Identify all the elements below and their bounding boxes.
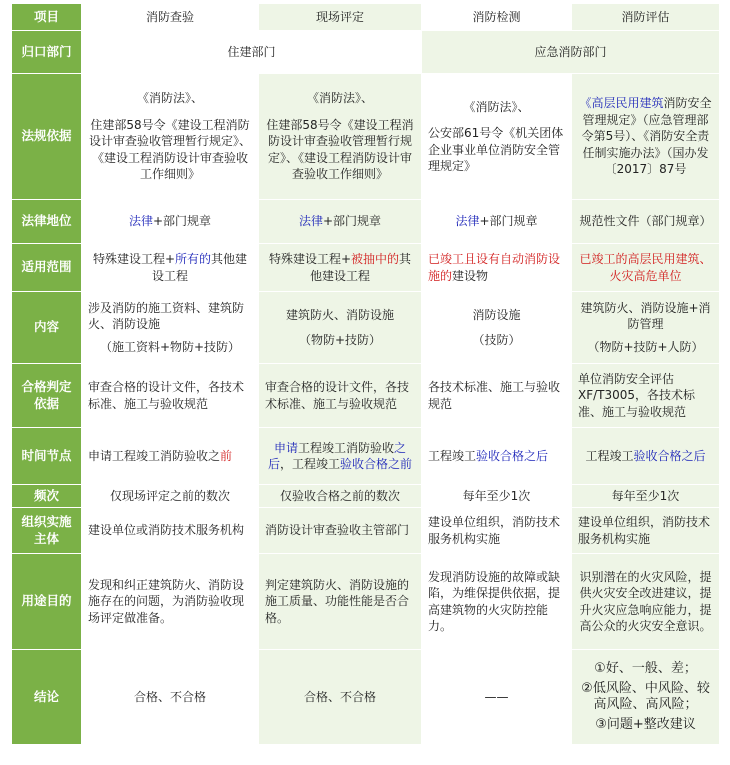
comparison-table [11, 3, 720, 745]
content-cell-2 [422, 292, 572, 364]
timing-cell-1-e: 验收合格之前 [340, 457, 413, 471]
timing-cell-2 [422, 428, 572, 485]
criteria-cell-2: 各技术标准、施工与验收规范 [422, 364, 572, 428]
row-header-content: 内容 [12, 292, 82, 364]
status-cell-2 [422, 200, 572, 244]
org-cell-2: 建设单位组织，消防技术服务机构实施 [422, 508, 572, 554]
purpose-cell-0: 发现和纠正建筑防火、消防设施存在的问题，为消防验收现场评定做准备。 [82, 554, 259, 650]
law-cell-1-b: 住建部58号令《建设工程消防设计审查验收管理暂行规定》、《建设工程消防设计审查验收工作细则》 [266, 117, 414, 182]
col-header-inspection: 消防查验 [82, 4, 259, 31]
dept-left: 住建部门 [82, 31, 422, 74]
row-timing [12, 428, 720, 485]
law-cell-0-b: 住建部58号令《建设工程消防设计审查验收管理暂行规定》、《建设工程消防设计审查验收工作细则》 [88, 117, 251, 182]
law-cell-1 [259, 74, 422, 200]
content-cell-0-b: （施工资料+物防+技防） [99, 339, 241, 354]
conclusion-cell-3-line1: ①好、一般、差； [594, 661, 697, 676]
timing-cell-3 [572, 428, 720, 485]
law-cell-0 [82, 74, 259, 200]
purpose-cell-1: 判定建筑防火、消防设施的施工质量、功能性能是否合格。 [259, 554, 422, 650]
law-cell-3-rest: 消防安全管理规定》（应急管理部令第5号）、《消防安全责任制实施办法》（国办发〔2017〕87号 [581, 96, 712, 177]
scope-cell-3: 已竣工的高层民用建筑、火灾高危单位 [572, 244, 720, 292]
row-legal-status [12, 200, 720, 244]
row-header-purpose: 用途目的 [12, 554, 82, 650]
scope-cell-1-highlight: 被抽中的 [351, 252, 400, 266]
org-cell-3: 建设单位组织，消防技术服务机构实施 [572, 508, 720, 554]
content-cell-2-b: （技防） [472, 332, 521, 347]
row-organizer [12, 508, 720, 554]
status-cell-2-rest: +部门规章 [479, 214, 538, 229]
criteria-cell-1: 审查合格的设计文件，各技术标准、施工与验收规范 [259, 364, 422, 428]
status-law-word: 法律 [128, 214, 153, 229]
timing-cell-1 [259, 428, 422, 485]
row-content [12, 292, 720, 364]
content-cell-1-a: 建筑防火、消防设施 [285, 308, 394, 322]
row-header-department: 归口部门 [12, 31, 82, 74]
row-header-scope: 适用范围 [12, 244, 82, 292]
law-cell-2 [422, 74, 572, 200]
purpose-cell-2: 发现消防设施的故障或缺陷，为维保提供依据，提高建筑物的火灾防控能力。 [422, 554, 572, 650]
criteria-cell-3: 单位消防安全评估 XF/T3005，各技术标准、施工与验收规范 [572, 364, 720, 428]
timing-cell-1-d: ，工程竣工 [279, 457, 340, 471]
timing-cell-0 [82, 428, 259, 485]
row-header-legal-status: 法律地位 [12, 200, 82, 244]
col-header-onsite-evaluation: 现场评定 [259, 4, 422, 31]
row-legal-basis [12, 74, 720, 200]
timing-cell-0-a: 申请工程竣工消防验收之 [88, 448, 221, 463]
timing-cell-2-a: 工程竣工 [428, 448, 477, 463]
content-cell-3-a: 建筑防火、消防设施+消防管理 [580, 300, 711, 332]
row-header-conclusion: 结论 [12, 650, 82, 745]
scope-cell-1-a: 特殊建设工程+ [268, 252, 352, 266]
row-department [12, 31, 720, 74]
content-cell-0-a: 涉及消防的施工资料、建筑防火、消防设施 [88, 300, 245, 332]
conclusion-cell-1: 合格、不合格 [259, 650, 422, 745]
timing-cell-2-highlight: 验收合格之后 [476, 448, 549, 463]
row-header-organizer: 组织实施主体 [12, 508, 82, 554]
timing-cell-3-a: 工程竣工 [585, 448, 634, 463]
conclusion-cell-2: —— [422, 650, 572, 745]
header-row [12, 4, 720, 31]
org-cell-1: 消防设计审查验收主管部门 [259, 508, 422, 554]
row-header-legal-basis: 法规依据 [12, 74, 82, 200]
row-purpose [12, 554, 720, 650]
row-scope [12, 244, 720, 292]
row-conclusion [12, 650, 720, 745]
law-cell-0-a: 《消防法》、 [136, 91, 203, 106]
dept-right: 应急消防部门 [422, 31, 720, 74]
content-cell-3 [572, 292, 720, 364]
scope-cell-2 [422, 244, 572, 292]
status-cell-1-rest: +部门规章 [322, 214, 382, 229]
content-cell-0 [82, 292, 259, 364]
row-header-frequency: 频次 [12, 485, 82, 508]
purpose-cell-3: 识别潜在的火灾风险，提供火灾安全改进建议，提升火灾应急响应能力，提高公众的火灾安全意识。 [572, 554, 720, 650]
timing-cell-1-a: 申请 [273, 440, 298, 455]
status-cell-3: 规范性文件（部门规章） [572, 200, 720, 244]
col-header-testing: 消防检测 [422, 4, 572, 31]
status-cell-0-rest: +部门规章 [152, 214, 212, 229]
timing-cell-1-b: 工程竣工消防验收 [297, 440, 394, 455]
row-header-item: 项目 [12, 4, 82, 31]
scope-cell-1 [259, 244, 422, 292]
frequency-cell-0: 仅现场评定之前的数次 [82, 485, 259, 508]
criteria-cell-0: 审查合格的设计文件，各技术标准、施工与验收规范 [82, 364, 259, 428]
status-cell-1 [259, 200, 422, 244]
law-cell-3 [572, 74, 720, 200]
conclusion-cell-3-line2: ②低风险、中风险、较高风险、高风险； [581, 680, 710, 712]
scope-cell-0 [82, 244, 259, 292]
timing-cell-0-highlight: 前 [220, 448, 233, 463]
content-cell-2-a: 消防设施 [472, 308, 521, 322]
row-header-criteria: 合格判定依据 [12, 364, 82, 428]
status-law-word: 法律 [455, 214, 480, 229]
status-cell-0 [82, 200, 259, 244]
conclusion-cell-0: 合格、不合格 [82, 650, 259, 745]
scope-cell-2-rest: 建设物 [452, 268, 489, 283]
frequency-cell-3: 每年至少1次 [572, 485, 720, 508]
status-law-word: 法律 [298, 214, 323, 229]
scope-cell-0-c: 其他建设工程 [151, 252, 248, 283]
row-criteria [12, 364, 720, 428]
row-frequency [12, 485, 720, 508]
frequency-cell-2: 每年至少1次 [422, 485, 572, 508]
timing-cell-1-c: 之后 [267, 440, 407, 471]
row-header-timing: 时间节点 [12, 428, 82, 485]
law-cell-2-a: 《消防法》、 [463, 99, 530, 114]
timing-cell-3-highlight: 验收合格之后 [633, 448, 706, 463]
conclusion-cell-3 [572, 650, 720, 745]
scope-cell-0-a: 特殊建设工程+ [92, 252, 176, 266]
org-cell-0: 建设单位或消防技术服务机构 [82, 508, 259, 554]
law-cell-1-a: 《消防法》、 [306, 91, 373, 106]
law-cell-3-highlight: 《高层民用建筑 [579, 96, 664, 111]
content-cell-3-b: （物防+技防+人防） [587, 339, 704, 354]
scope-cell-2-highlight: 已竣工且设有自动消防设施的 [428, 252, 561, 283]
content-cell-1-b: （物防+技防） [298, 332, 382, 347]
conclusion-cell-3-line3: ③问题+整改建议 [595, 716, 696, 732]
scope-cell-1-c: 其他建设工程 [309, 252, 412, 283]
scope-cell-0-highlight: 所有的 [175, 252, 212, 266]
col-header-assessment: 消防评估 [572, 4, 720, 31]
content-cell-1 [259, 292, 422, 364]
frequency-cell-1: 仅验收合格之前的数次 [259, 485, 422, 508]
law-cell-2-b: 公安部61号令《机关团体企业事业单位消防安全管理规定》 [428, 126, 564, 173]
